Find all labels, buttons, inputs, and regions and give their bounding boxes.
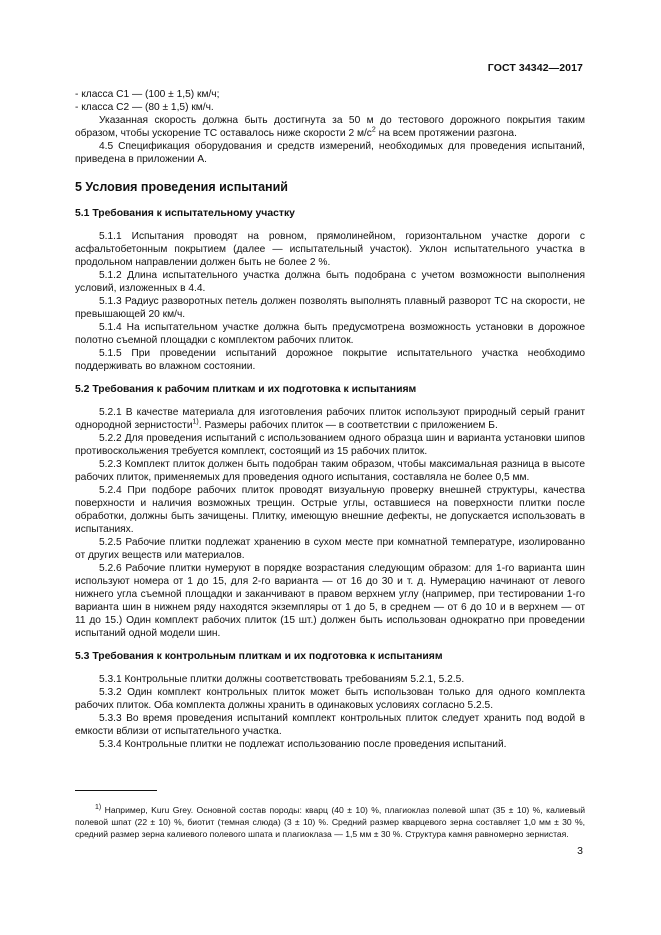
paragraph-5-3-2: 5.3.2 Один комплект контрольных плиток может быть использован только для одного комплекта рабочих плиток. Оба комплекта должны хранить в одинаковых условиях согласно 5.2.5.: [75, 687, 585, 711]
paragraph-5-2-2: 5.2.2 Для проведения испытаний с использованием одного образца шин и варианта установки шипов противоскольжения требуется комплект, состоящий из 15 рабочих плиток.: [75, 433, 585, 457]
section-heading-5: 5 Условия проведения испытаний: [75, 180, 288, 194]
document-header: ГОСТ 34342—2017: [487, 62, 583, 74]
paragraph-5-2-1: 5.2.1 В качестве материала для изготовления рабочих плиток используют природный серый гранит однородной зернистости$^{1)}$. Размеры рабочих плиток — в соответствии с приложением Б.: [75, 407, 585, 431]
paragraph-5-2-5: 5.2.5 Рабочие плитки подлежат хранению в сухом месте при комнатной температуре, изолированно от других веществ или материалов.: [75, 537, 585, 561]
paragraph-5-3-3: 5.3.3 Во время проведения испытаний комплект контрольных плиток следует хранить под водой в емкости вблизи от испытательного участка.: [75, 713, 585, 737]
paragraph-5-1-3: 5.1.3 Радиус разворотных петель должен позволять выполнять плавный разворот ТС на скорости, не превышающей 20 км/ч.: [75, 296, 585, 320]
subsection-heading-5-2: 5.2 Требования к рабочим плиткам и их подготовка к испытаниям: [75, 384, 417, 395]
list-item-class-c1: - класса С1 — (100 ± 1,5) км/ч;: [75, 89, 220, 100]
paragraph-5-2-6: 5.2.6 Рабочие плитки нумеруют в порядке возрастания следующим образом: для 1-го варианта шин используют номера от 1 до 15, для 2-го варианта — от 16 до 30 и т. д. Нумерацию начинают от левого нижнего угла съемной площадки и заканчивают в правом верхнем углу (например, при тестировании 1-го варианта шин в нижнем ряду находятся экземпляры от 1 до 5, в среднем — от 6 до 10 и в верхнем — от 11 до 15.) Один комплект рабочих плиток (15 шт.) должен быть использован однократно при проведении испытаний одной модели шин.: [75, 563, 585, 639]
footnote-marker: 1): [95, 803, 102, 811]
paragraph-4-5: 4.5 Спецификация оборудования и средств измерений, необходимых для проведения испытаний, приведена в приложении А.: [75, 141, 585, 165]
paragraph-5-2-3: 5.2.3 Комплект плиток должен быть подобран таким образом, чтобы максимальная разница в высоте рабочих плиток, применяемых для проведения одного испытания, составляла не более 0,5 мм.: [75, 459, 585, 483]
subsection-heading-5-3: 5.3 Требования к контрольным плиткам и их подготовка к испытаниям: [75, 651, 443, 662]
paragraph-5-3-4: 5.3.4 Контрольные плитки не подлежат использованию после проведения испытаний.: [99, 739, 507, 750]
paragraph-speed-requirement: Указанная скорость должна быть достигнута за 50 м до тестового дорожного покрытия таким образом, чтобы ускорение ТС оставалось ниже скорости 2 $м/с^2$ на всем протяжении разгона.: [75, 115, 585, 139]
paragraph-5-1-5: 5.1.5 При проведении испытаний дорожное покрытие испытательного участка необходимо поддерживать во влажном состоянии.: [75, 348, 585, 372]
footnote-divider: [75, 790, 157, 791]
paragraph-5-1-1: 5.1.1 Испытания проводят на ровном, прямолинейном, горизонтальном участке дороги с асфальтобетонным покрытием (далее — испытательный участок). Уклон испытательного участка в продольном направлении должен быть не более 2 %.: [75, 231, 585, 268]
footnote: $^{1)}$ Например, Kuru Grey. Основной состав породы: кварц (40 ± 10) %, плагиоклаз полевой шпат (35 ± 10) %, калиевый полевой шпат (22 ± 10) %, биотит (темная слюда) (3 ± 10) %. Средний размер кварцевого зерна составляет 1,0 мм ± 30 %, средний размер зерна калиевого полевого шпата и плагиоклаза — 1,5 мм ± 30 %. Структура камня равномерно зернистая.: [75, 803, 585, 839]
paragraph-5-1-2: 5.1.2 Длина испытательного участка должна быть подобрана с учетом возможности выполнения условий, изложенных в 4.4.: [75, 270, 585, 294]
paragraph-5-1-4: 5.1.4 На испытательном участке должна быть предусмотрена возможность установки в дорожное полотно съемной площадки с комплектом рабочих плиток.: [75, 322, 585, 346]
page-body: [75, 88, 585, 751]
page-number: 3: [577, 845, 583, 857]
list-item-class-c2: - класса С2 — (80 ± 1,5) км/ч.: [75, 102, 214, 113]
paragraph-5-3-1: 5.3.1 Контрольные плитки должны соответствовать требованиям 5.2.1, 5.2.5.: [99, 674, 465, 685]
paragraph-5-2-4: 5.2.4 При подборе рабочих плиток проводят визуальную проверку внешней структуры, качества поверхности и наличия возможных трещин. Острые углы, оставшиеся на поверхности плитки после обработки, должны быть зачищены. Плитку, имеющую внешние дефекты, не допускается использовать в испытаниях.: [75, 485, 585, 535]
footnote-reference: 1): [192, 418, 199, 426]
subsection-heading-5-1: 5.1 Требования к испытательному участку: [75, 208, 295, 219]
superscript: 2: [371, 126, 376, 134]
